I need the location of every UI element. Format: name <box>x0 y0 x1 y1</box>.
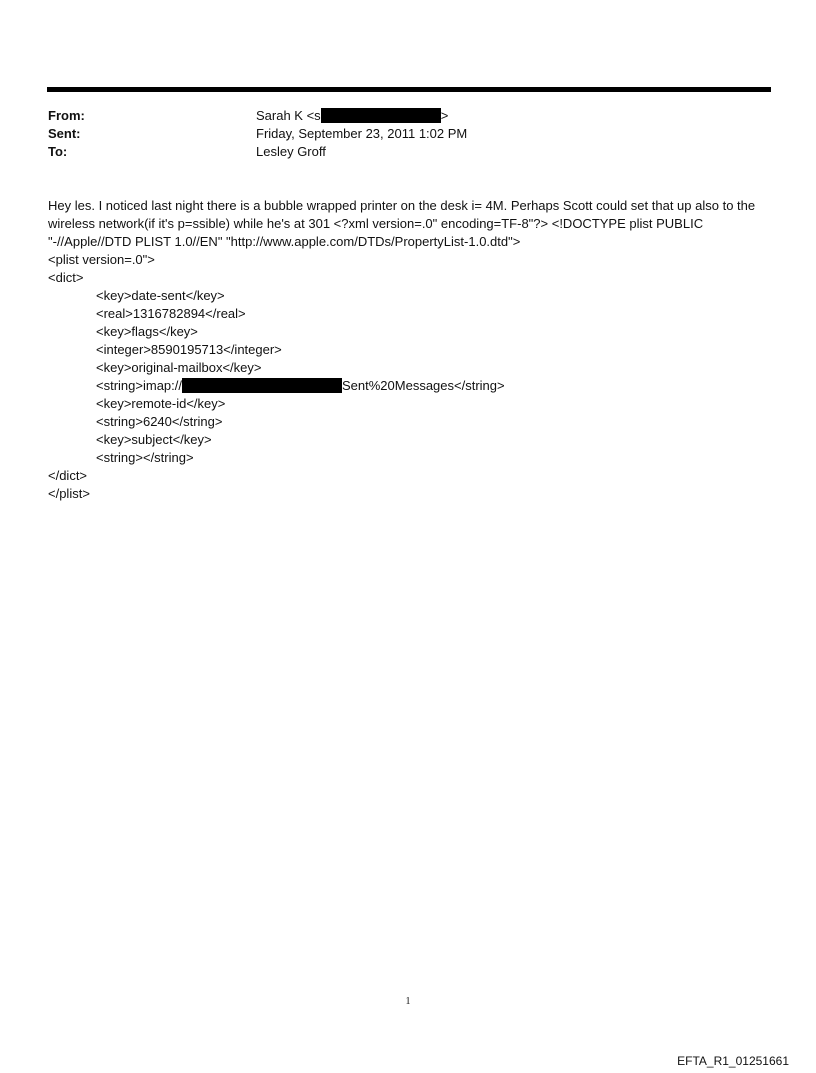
header-divider <box>47 87 771 92</box>
plist-line: <string>6240</string> <box>96 414 223 429</box>
mailbox-prefix: <string>imap:// <box>96 378 182 393</box>
redaction-block <box>321 108 441 123</box>
plist-line: <key>date-sent</key> <box>96 288 225 303</box>
plist-line: <key>original-mailbox</key> <box>96 360 262 375</box>
dict-close: </dict> <box>48 468 88 483</box>
document-id: EFTA_R1_01251661 <box>677 1054 789 1068</box>
sent-label: Sent: <box>48 126 81 141</box>
dict-open: <dict> <box>48 270 84 285</box>
plist-open: <plist version=.0"> <box>48 252 155 267</box>
page-number: 1 <box>405 996 411 1007</box>
email-body <box>48 197 778 503</box>
mailbox-line <box>48 377 778 395</box>
plist-line: <real>1316782894</real> <box>96 306 246 321</box>
to-label: To: <box>48 144 68 159</box>
plist-line: <integer>8590195713</integer> <box>96 342 282 357</box>
plist-line: <key>flags</key> <box>96 324 198 339</box>
sent-value: Friday, September 23, 2011 1:02 PM <box>256 126 468 141</box>
plist-line: <key>remote-id</key> <box>96 396 226 411</box>
redaction-block <box>182 378 342 393</box>
plist-close: </plist> <box>48 486 90 501</box>
from-suffix: > <box>440 108 449 123</box>
to-value: Lesley Groff <box>256 144 326 159</box>
from-value <box>256 107 448 125</box>
from-label: From: <box>48 108 85 123</box>
mailbox-suffix: Sent%20Messages</string> <box>342 378 505 393</box>
from-name: Sarah K <s <box>256 108 321 123</box>
plist-line: <string></string> <box>96 450 194 465</box>
plist-line: <key>subject</key> <box>96 432 212 447</box>
body-paragraph: Hey les. I noticed last night there is a bubble wrapped printer on the desk i= 4M. Perhaps Scott could set that up also to the wireless network(if it's p=ssible) while he's at 301 <?xml version=.0" encoding=TF-8"?> <!DOCTYPE plist PUBLIC "-//Apple//DTD PLIST 1.0//EN" "http://www.apple.com/DTDs/PropertyList-1.0.dtd"> <box>48 198 756 249</box>
